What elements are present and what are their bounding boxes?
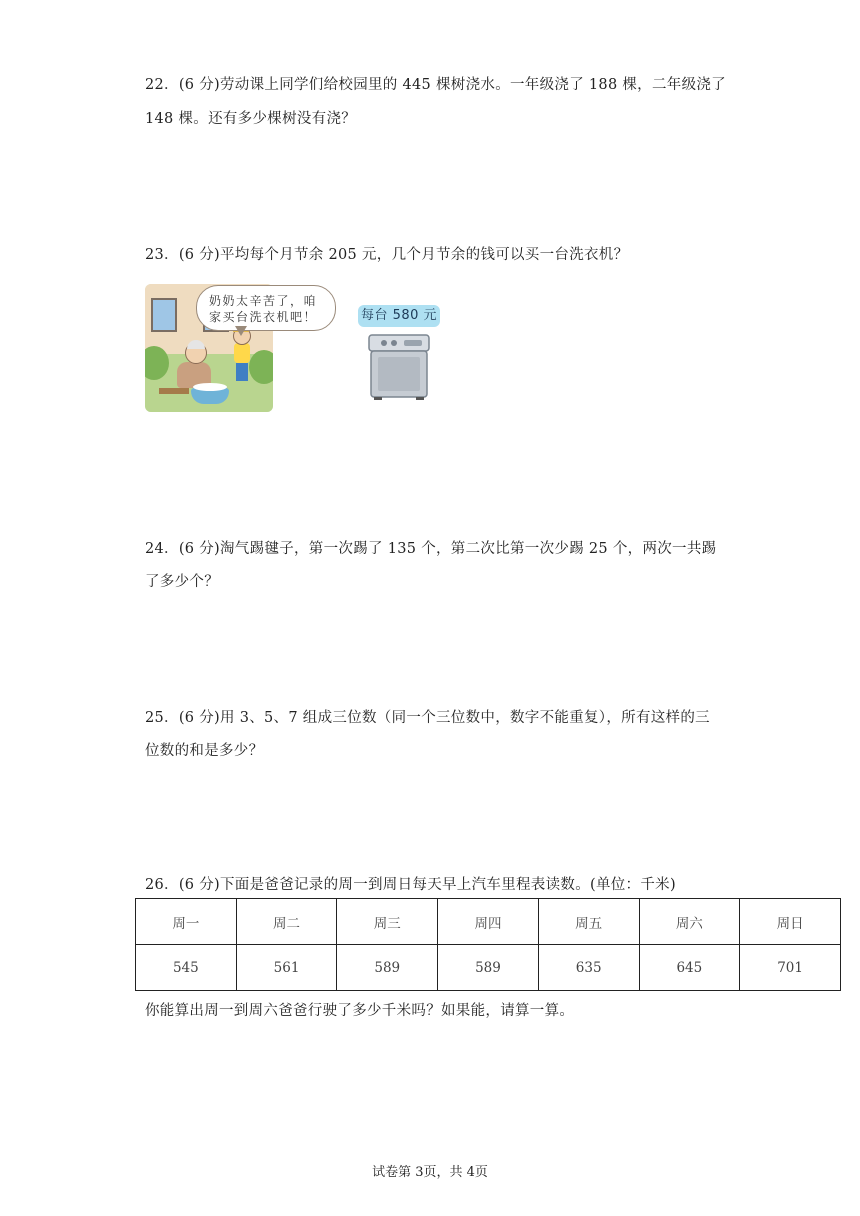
odometer-table (135, 898, 841, 991)
q22-text-line2: 148 棵。还有多少棵树没有浇？ (145, 111, 357, 127)
price-tag: 每台 580 元 (358, 305, 440, 327)
speech-bubble-tail (235, 326, 247, 336)
q25-text-line2: 位数的和是多少？ (145, 743, 264, 759)
table-cell: 645 (639, 945, 740, 991)
table-header-cell: 周一 (136, 899, 237, 945)
table-header-row (136, 899, 841, 945)
table-header-cell: 周三 (337, 899, 438, 945)
table-header-cell: 周六 (639, 899, 740, 945)
table-cell: 589 (438, 945, 539, 991)
q24-text-line1: 24．(6 分)淘气踢毽子，第一次踢了 135 个，第二次比第一次少踢 25 个，两次一共踢 (145, 541, 717, 557)
q26-text: 26．(6 分)下面是爸爸记录的周一到周日每天早上汽车里程表读数。(单位：千米) (145, 877, 676, 893)
speech-line-1: 奶奶太辛苦了，咱 (209, 294, 318, 308)
q26-followup-text: 你能算出周一到周六爸爸行驶了多少千米吗？如果能，请算一算。 (145, 1003, 575, 1019)
table-cell: 561 (236, 945, 337, 991)
speech-line-2: 家买台洗衣机吧！ (209, 310, 318, 324)
table-cell: 701 (740, 945, 841, 991)
page-footer: 试卷第 3页，共 4页 (372, 1165, 488, 1180)
table-cell: 545 (136, 945, 237, 991)
q23-text: 23．(6 分)平均每个月节余 205 元，几个月节余的钱可以买一台洗衣机？ (145, 247, 629, 263)
table-cell: 589 (337, 945, 438, 991)
washing-machine-icon (366, 333, 432, 401)
table-header-cell: 周日 (740, 899, 841, 945)
q25-text-line1: 25．(6 分)用 3、5、7 组成三位数（同一个三位数中，数字不能重复），所有这样的三 (145, 710, 710, 726)
q22-text-line1: 22．(6 分)劳动课上同学们给校园里的 445 棵树浇水。一年级浇了 188 棵，二年级浇了 (145, 77, 726, 93)
table-cell: 635 (538, 945, 639, 991)
table-header-cell: 周二 (236, 899, 337, 945)
q24-text-line2: 了多少个？ (145, 574, 219, 590)
speech-bubble (196, 285, 336, 331)
table-row (136, 945, 841, 991)
table-header-cell: 周四 (438, 899, 539, 945)
table-header-cell: 周五 (538, 899, 639, 945)
